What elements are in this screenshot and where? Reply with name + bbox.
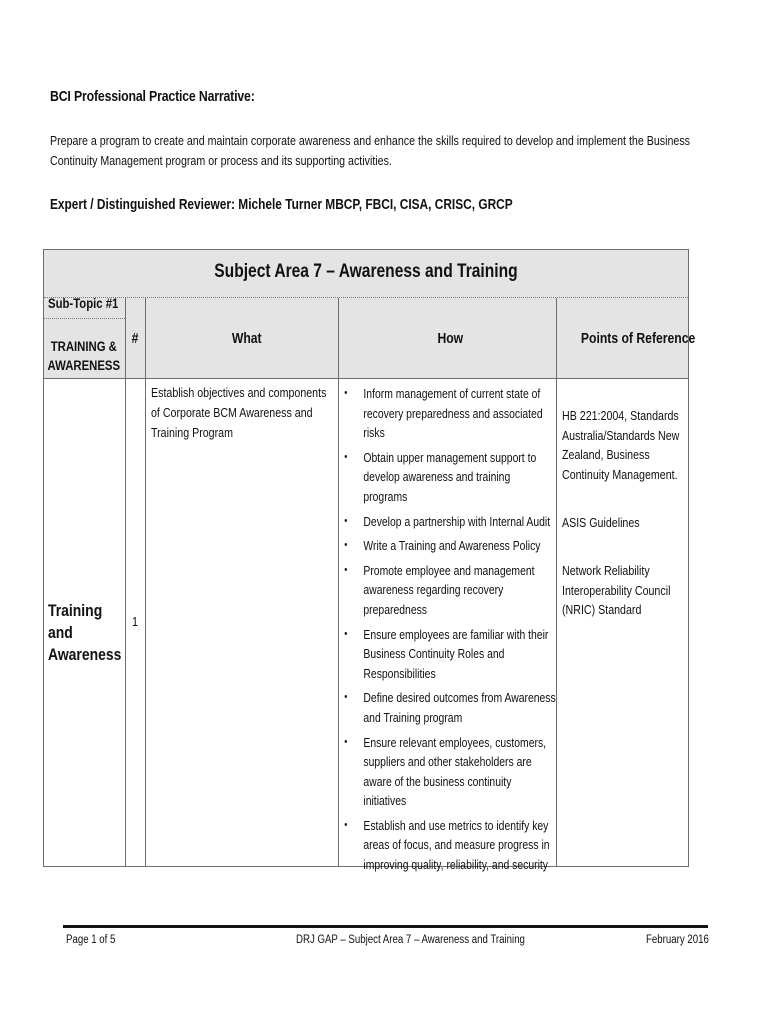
list-item: • Establish and use metrics to identify key areas of focus, and measure progress in improving quality, reliability, and security [344,817,550,873]
reference-nric: Network Reliability Interoperability Council (NRIC) Standard [562,563,671,617]
header-points-of-reference: Points of Reference [580,331,696,347]
narrative-text: Prepare a program to create and maintain corporate awareness and enhance the skills required to develop and implement the Business Continuity Management program or process and its supporting activities. [50,133,690,168]
col-divider-label [125,298,126,866]
list-item: • Obtain upper management support to develop awareness and training programs [344,449,537,504]
col-divider-number [145,298,146,866]
reviewer-line: Expert / Distinguished Reviewer: Michele Turner MBCP, FBCI, CISA, CRISC, GRCP [50,197,513,213]
table-title: Subject Area 7 – Awareness and Training [214,261,518,282]
subtopic-rule [44,318,125,319]
col-divider-what [338,298,339,866]
footer-date: February 2016 [646,934,709,946]
header-number: # [131,331,139,347]
header-what: What [231,331,262,347]
subtopic-name: TRAINING & AWARENESS [47,339,121,373]
list-item: • Ensure relevant employees, customers, suppliers and other stakeholders are aware of the business continuity initiatives [344,734,547,809]
how-list [341,384,557,880]
list-item: • Write a Training and Awareness Policy [344,538,541,554]
subject-area-table [43,249,696,873]
header-how: How [437,331,464,347]
row-label: Training and Awareness [48,601,122,664]
footer-page-number: Page 1 of 5 [66,934,116,946]
list-item: • Define desired outcomes from Awareness and Training program [344,690,556,725]
list-item: • Ensure employees are familiar with their Business Continuity Roles and Responsibilities [344,626,549,681]
list-item: • Inform management of current state of recovery preparedness and associated risks [344,386,543,441]
subtopic-label: Sub-Topic #1 [48,296,119,311]
footer-rule [63,925,708,928]
reference-hb221: HB 221:2004, Standards Australia/Standards New Zealand, Business Continuity Management. [562,408,680,482]
reference-asis: ASIS Guidelines [562,515,640,530]
list-item: • Promote employee and management awareness regarding recovery preparedness [344,562,535,617]
narrative-heading: BCI Professional Practice Narrative: [50,88,255,105]
list-item: • Develop a partnership with Internal Audit [344,513,551,529]
footer-document-title: DRJ GAP – Subject Area 7 – Awareness and Training [296,934,525,946]
what-cell: Establish objectives and components of Corporate BCM Awareness and Training Program [151,385,327,440]
row-number: 1 [132,614,139,629]
